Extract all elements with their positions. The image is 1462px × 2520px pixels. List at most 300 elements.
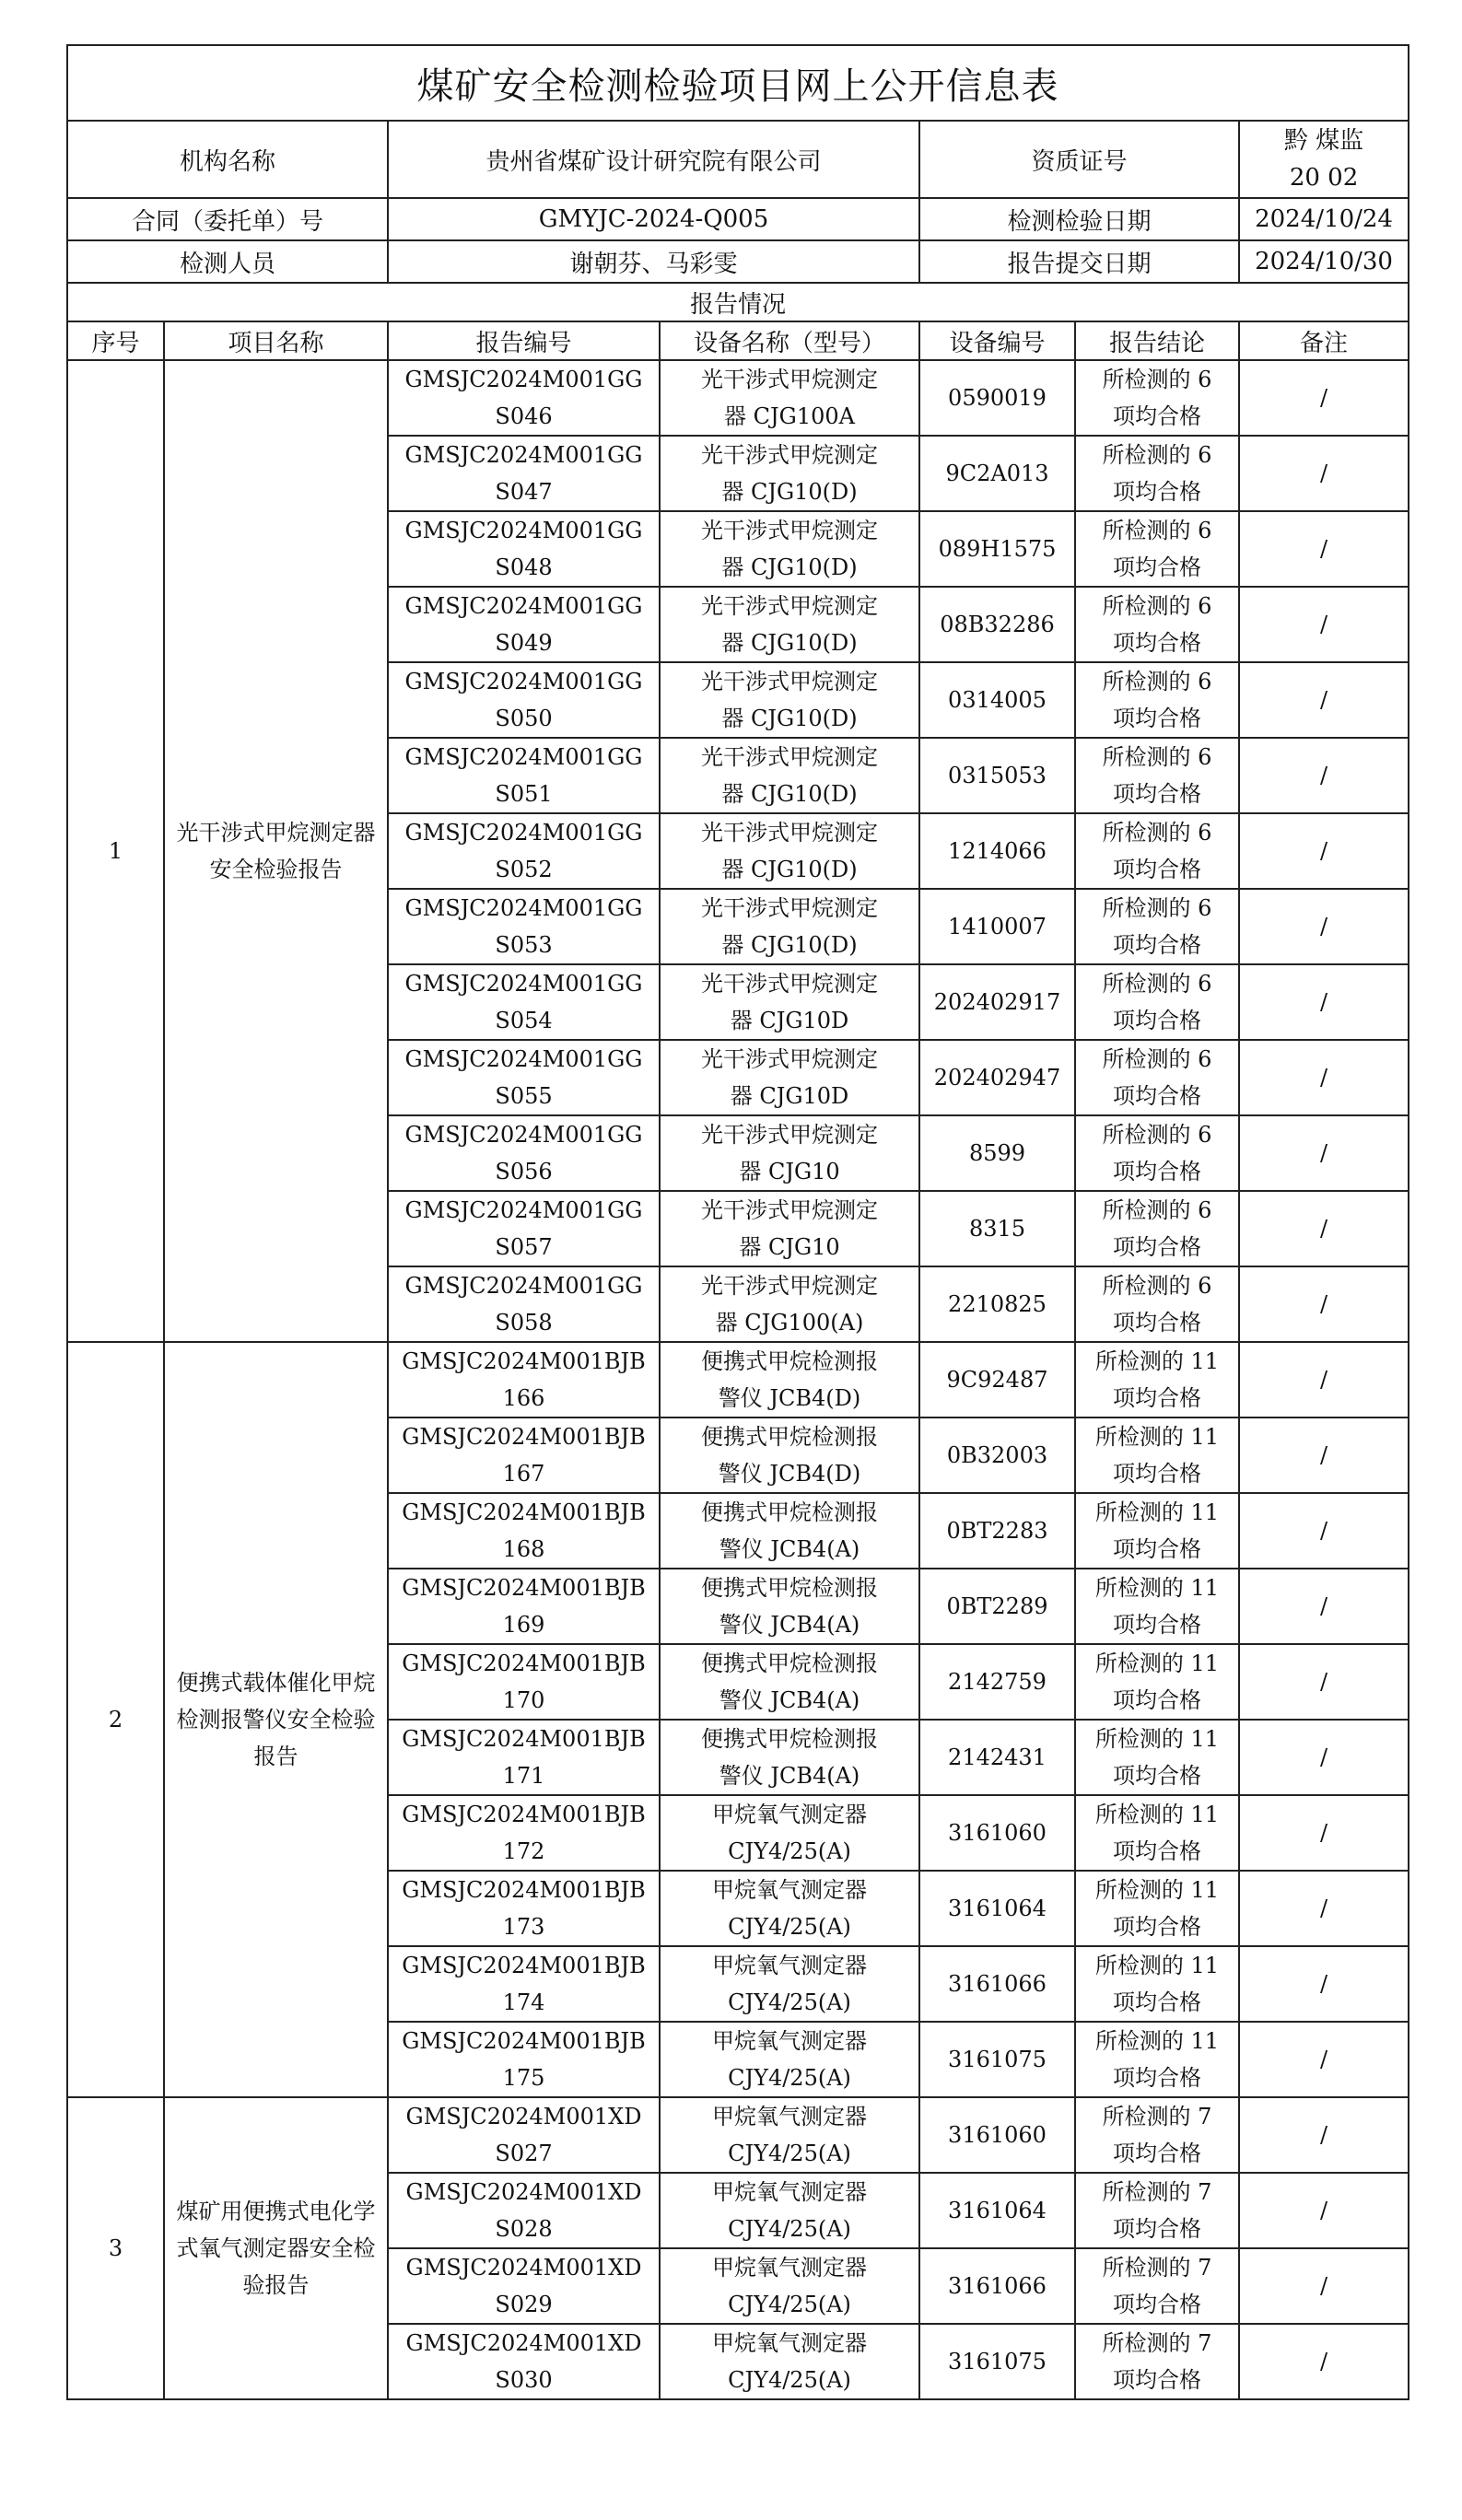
remark-cell: / bbox=[1239, 1569, 1409, 1644]
table-row bbox=[67, 360, 1409, 436]
report-no-cell bbox=[388, 1720, 660, 1795]
report-no-cell bbox=[388, 1266, 660, 1342]
conclusion-cell bbox=[1075, 662, 1239, 738]
device-no-cell: 8599 bbox=[919, 1115, 1075, 1191]
conclusion-cell bbox=[1075, 1418, 1239, 1493]
report-no-cell-line1: GMSJC2024M001GG bbox=[404, 820, 643, 846]
conclusion-cell-line1: 所检测的 11 bbox=[1094, 1726, 1220, 1752]
conclusion-cell-line2: 项均合格 bbox=[1113, 1083, 1201, 1109]
device-name-cell-line2: 警仪 JCB4(A) bbox=[719, 1536, 860, 1562]
report-no-cell bbox=[388, 2022, 660, 2097]
report-no-cell-line2: S049 bbox=[495, 630, 553, 656]
remark-cell: / bbox=[1239, 511, 1409, 587]
device-name-cell-line1: 光干涉式甲烷测定 bbox=[701, 1046, 878, 1072]
conclusion-cell-line1: 所检测的 11 bbox=[1094, 1651, 1220, 1676]
device-name-cell-line2: 警仪 JCB4(D) bbox=[718, 1461, 861, 1487]
report-no-cell-line2: S055 bbox=[495, 1083, 553, 1109]
conclusion-cell-line1: 所检测的 6 bbox=[1102, 593, 1212, 619]
conclusion-cell-line2: 项均合格 bbox=[1113, 2065, 1201, 2091]
remark-cell: / bbox=[1239, 738, 1409, 813]
device-name-cell-line1: 便携式甲烷检测报 bbox=[701, 1726, 878, 1752]
conclusion-cell bbox=[1075, 813, 1239, 889]
conclusion-cell-line2: 项均合格 bbox=[1113, 1838, 1201, 1864]
table-row bbox=[67, 1342, 1409, 1418]
conclusion-cell-line1: 所检测的 11 bbox=[1094, 1499, 1220, 1525]
device-name-cell bbox=[660, 1644, 919, 1720]
report-no-cell-line1: GMSJC2024M001BJB bbox=[402, 1575, 646, 1601]
report-no-cell-line1: GMSJC2024M001BJB bbox=[402, 1348, 646, 1374]
conclusion-cell-line2: 项均合格 bbox=[1113, 1234, 1201, 1260]
device-name-cell-line1: 便携式甲烷检测报 bbox=[701, 1424, 878, 1450]
col-header-report-no: 报告编号 bbox=[388, 321, 660, 360]
device-name-cell-line2: 器 CJG10 bbox=[739, 1159, 840, 1184]
conclusion-cell-line2: 项均合格 bbox=[1113, 932, 1201, 958]
report-no-cell-line1: GMSJC2024M001BJB bbox=[402, 1651, 646, 1676]
device-name-cell bbox=[660, 2022, 919, 2097]
device-name-cell-line1: 光干涉式甲烷测定 bbox=[701, 820, 878, 846]
cert-value-line2: 20 02 bbox=[1289, 164, 1359, 192]
report-no-cell bbox=[388, 1115, 660, 1191]
report-no-cell-line2: S030 bbox=[495, 2367, 553, 2393]
conclusion-cell bbox=[1075, 1946, 1239, 2022]
device-no-cell: 8315 bbox=[919, 1191, 1075, 1266]
conclusion-cell-line1: 所检测的 6 bbox=[1102, 971, 1212, 997]
conclusion-cell bbox=[1075, 360, 1239, 436]
device-no-cell: 3161066 bbox=[919, 1946, 1075, 2022]
device-name-cell-line2: CJY4/25(A) bbox=[728, 2141, 851, 2166]
submit-date-label: 报告提交日期 bbox=[919, 240, 1239, 283]
report-section-title: 报告情况 bbox=[67, 283, 1409, 321]
device-name-cell-line1: 光干涉式甲烷测定 bbox=[701, 1273, 878, 1299]
conclusion-cell bbox=[1075, 1040, 1239, 1115]
remark-cell: / bbox=[1239, 1191, 1409, 1266]
remark-cell: / bbox=[1239, 1040, 1409, 1115]
device-name-cell bbox=[660, 1418, 919, 1493]
report-no-cell-line1: GMSJC2024M001GG bbox=[404, 971, 643, 997]
report-no-cell-line2: S028 bbox=[495, 2216, 553, 2242]
conclusion-cell-line1: 所检测的 11 bbox=[1094, 1575, 1220, 1601]
device-name-cell-line1: 光干涉式甲烷测定 bbox=[701, 1197, 878, 1223]
report-no-cell bbox=[388, 662, 660, 738]
report-no-cell-line1: GMSJC2024M001XD bbox=[405, 2179, 642, 2205]
device-name-cell-line1: 甲烷氧气测定器 bbox=[712, 2255, 867, 2281]
conclusion-cell-line1: 所检测的 7 bbox=[1102, 2255, 1212, 2281]
device-name-cell-line2: 器 CJG10(D) bbox=[721, 630, 858, 656]
device-name-cell bbox=[660, 2248, 919, 2324]
project-name-cell: 便携式载体催化甲烷检测报警仪安全检验报告 bbox=[164, 1342, 388, 2097]
device-name-cell-line1: 便携式甲烷检测报 bbox=[701, 1575, 878, 1601]
conclusion-cell-line1: 所检测的 11 bbox=[1094, 1953, 1220, 1978]
report-no-cell bbox=[388, 889, 660, 964]
remark-cell: / bbox=[1239, 1795, 1409, 1871]
test-date-label: 检测检验日期 bbox=[919, 198, 1239, 240]
report-no-cell-line2: S058 bbox=[495, 1310, 553, 1336]
col-header-seq: 序号 bbox=[67, 321, 164, 360]
report-no-cell bbox=[388, 738, 660, 813]
device-name-cell-line1: 甲烷氧气测定器 bbox=[712, 2330, 867, 2356]
remark-cell: / bbox=[1239, 1644, 1409, 1720]
device-name-cell bbox=[660, 436, 919, 511]
device-name-cell-line2: 器 CJG10(D) bbox=[721, 479, 858, 505]
conclusion-cell-line1: 所检测的 7 bbox=[1102, 2330, 1212, 2356]
report-no-cell bbox=[388, 1946, 660, 2022]
conclusion-cell-line1: 所检测的 11 bbox=[1094, 2028, 1220, 2054]
report-no-cell-line1: GMSJC2024M001XD bbox=[405, 2104, 642, 2129]
conclusion-cell-line1: 所检测的 6 bbox=[1102, 442, 1212, 468]
conclusion-cell-line2: 项均合格 bbox=[1113, 1461, 1201, 1487]
conclusion-cell-line2: 项均合格 bbox=[1113, 554, 1201, 580]
device-no-cell: 089H1575 bbox=[919, 511, 1075, 587]
conclusion-cell-line2: 项均合格 bbox=[1113, 403, 1201, 429]
org-label: 机构名称 bbox=[67, 121, 388, 198]
project-name-cell: 光干涉式甲烷测定器安全检验报告 bbox=[164, 360, 388, 1342]
conclusion-cell-line2: 项均合格 bbox=[1113, 2141, 1201, 2166]
report-no-cell bbox=[388, 1569, 660, 1644]
conclusion-cell-line1: 所检测的 6 bbox=[1102, 367, 1212, 392]
report-no-cell bbox=[388, 2324, 660, 2399]
conclusion-cell-line2: 项均合格 bbox=[1113, 1914, 1201, 1940]
remark-cell: / bbox=[1239, 1871, 1409, 1946]
report-no-cell-line1: GMSJC2024M001BJB bbox=[402, 1802, 646, 1827]
device-no-cell: 2142431 bbox=[919, 1720, 1075, 1795]
conclusion-cell-line2: 项均合格 bbox=[1113, 1989, 1201, 2015]
report-no-cell-line1: GMSJC2024M001BJB bbox=[402, 2028, 646, 2054]
device-name-cell-line2: 器 CJG10(D) bbox=[721, 781, 858, 807]
report-no-cell bbox=[388, 813, 660, 889]
conclusion-cell bbox=[1075, 2097, 1239, 2173]
report-no-cell-line2: S050 bbox=[495, 706, 553, 731]
report-no-cell-line2: S048 bbox=[495, 554, 553, 580]
conclusion-cell-line2: 项均合格 bbox=[1113, 1536, 1201, 1562]
conclusion-cell-line2: 项均合格 bbox=[1113, 1008, 1201, 1033]
report-no-cell-line2: S052 bbox=[495, 857, 553, 882]
device-no-cell: 1410007 bbox=[919, 889, 1075, 964]
report-no-cell-line1: GMSJC2024M001GG bbox=[404, 518, 643, 543]
report-no-cell bbox=[388, 2173, 660, 2248]
col-header-device: 设备名称（型号） bbox=[660, 321, 919, 360]
device-name-cell bbox=[660, 1569, 919, 1644]
device-name-cell bbox=[660, 1266, 919, 1342]
device-name-cell bbox=[660, 1191, 919, 1266]
conclusion-cell bbox=[1075, 964, 1239, 1040]
device-name-cell-line1: 光干涉式甲烷测定 bbox=[701, 971, 878, 997]
report-no-cell-line2: 172 bbox=[502, 1838, 545, 1864]
device-name-cell-line1: 便携式甲烷检测报 bbox=[701, 1651, 878, 1676]
remark-cell: / bbox=[1239, 1115, 1409, 1191]
device-name-cell bbox=[660, 2097, 919, 2173]
remark-cell: / bbox=[1239, 1493, 1409, 1569]
conclusion-cell bbox=[1075, 1191, 1239, 1266]
conclusion-cell-line1: 所检测的 6 bbox=[1102, 820, 1212, 846]
conclusion-cell bbox=[1075, 1493, 1239, 1569]
conclusion-cell-line1: 所检测的 6 bbox=[1102, 895, 1212, 921]
conclusion-cell bbox=[1075, 1569, 1239, 1644]
device-name-cell-line2: CJY4/25(A) bbox=[728, 2065, 851, 2091]
report-no-cell-line1: GMSJC2024M001GG bbox=[404, 895, 643, 921]
remark-cell: / bbox=[1239, 1418, 1409, 1493]
device-name-cell-line1: 光干涉式甲烷测定 bbox=[701, 518, 878, 543]
device-name-cell-line2: 器 CJG100A bbox=[724, 403, 855, 429]
report-no-cell-line1: GMSJC2024M001GG bbox=[404, 367, 643, 392]
device-no-cell: 3161075 bbox=[919, 2324, 1075, 2399]
conclusion-cell bbox=[1075, 1795, 1239, 1871]
col-header-device-no: 设备编号 bbox=[919, 321, 1075, 360]
device-name-cell bbox=[660, 1342, 919, 1418]
remark-cell: / bbox=[1239, 1342, 1409, 1418]
conclusion-cell-line2: 项均合格 bbox=[1113, 1763, 1201, 1789]
conclusion-cell-line2: 项均合格 bbox=[1113, 1612, 1201, 1638]
device-no-cell: 3161075 bbox=[919, 2022, 1075, 2097]
device-name-cell bbox=[660, 1115, 919, 1191]
report-no-cell-line1: GMSJC2024M001BJB bbox=[402, 1726, 646, 1752]
remark-cell: / bbox=[1239, 662, 1409, 738]
conclusion-cell bbox=[1075, 2248, 1239, 2324]
conclusion-cell bbox=[1075, 738, 1239, 813]
staff-label: 检测人员 bbox=[67, 240, 388, 283]
remark-cell: / bbox=[1239, 889, 1409, 964]
conclusion-cell-line1: 所检测的 6 bbox=[1102, 518, 1212, 543]
seq-cell: 1 bbox=[67, 360, 164, 1342]
device-name-cell-line1: 便携式甲烷检测报 bbox=[701, 1348, 878, 1374]
device-no-cell: 3161060 bbox=[919, 1795, 1075, 1871]
device-name-cell-line2: 器 CJG100(A) bbox=[715, 1310, 864, 1336]
conclusion-cell bbox=[1075, 587, 1239, 662]
conclusion-cell-line2: 项均合格 bbox=[1113, 1310, 1201, 1336]
report-no-cell-line2: S029 bbox=[495, 2292, 553, 2317]
remark-cell: / bbox=[1239, 2248, 1409, 2324]
device-name-cell-line2: 器 CJG10(D) bbox=[721, 554, 858, 580]
info-sheet bbox=[66, 44, 1409, 2400]
report-no-cell-line2: S057 bbox=[495, 1234, 553, 1260]
col-header-project: 项目名称 bbox=[164, 321, 388, 360]
conclusion-cell-line2: 项均合格 bbox=[1113, 1159, 1201, 1184]
device-no-cell: 0315053 bbox=[919, 738, 1075, 813]
device-name-cell bbox=[660, 587, 919, 662]
device-name-cell bbox=[660, 1040, 919, 1115]
device-name-cell-line1: 光干涉式甲烷测定 bbox=[701, 744, 878, 770]
conclusion-cell bbox=[1075, 2022, 1239, 2097]
cert-value bbox=[1239, 121, 1409, 198]
report-no-cell bbox=[388, 1040, 660, 1115]
report-no-cell-line1: GMSJC2024M001BJB bbox=[402, 1877, 646, 1903]
staff-value: 谢朝芬、马彩雯 bbox=[388, 240, 919, 283]
device-no-cell: 0314005 bbox=[919, 662, 1075, 738]
report-no-cell-line2: 166 bbox=[502, 1385, 545, 1411]
conclusion-cell bbox=[1075, 1871, 1239, 1946]
device-name-cell-line2: 器 CJG10D bbox=[730, 1008, 849, 1033]
device-name-cell bbox=[660, 964, 919, 1040]
conclusion-cell-line2: 项均合格 bbox=[1113, 2216, 1201, 2242]
report-no-cell bbox=[388, 436, 660, 511]
device-name-cell-line1: 便携式甲烷检测报 bbox=[701, 1499, 878, 1525]
report-no-cell bbox=[388, 1493, 660, 1569]
device-name-cell-line2: 器 CJG10(D) bbox=[721, 857, 858, 882]
device-no-cell: 3161066 bbox=[919, 2248, 1075, 2324]
conclusion-cell-line1: 所检测的 6 bbox=[1102, 1122, 1212, 1148]
device-no-cell: 0B32003 bbox=[919, 1418, 1075, 1493]
conclusion-cell-line2: 项均合格 bbox=[1113, 479, 1201, 505]
page-title: 煤矿安全检测检验项目网上公开信息表 bbox=[67, 45, 1409, 121]
report-no-cell-line2: S053 bbox=[495, 932, 553, 958]
report-no-cell bbox=[388, 360, 660, 436]
conclusion-cell-line2: 项均合格 bbox=[1113, 2367, 1201, 2393]
device-name-cell-line2: 警仪 JCB4(D) bbox=[718, 1385, 861, 1411]
device-name-cell-line2: 器 CJG10 bbox=[739, 1234, 840, 1260]
report-no-cell-line1: GMSJC2024M001BJB bbox=[402, 1424, 646, 1450]
remark-cell: / bbox=[1239, 1266, 1409, 1342]
device-name-cell-line2: 器 CJG10D bbox=[730, 1083, 849, 1109]
conclusion-cell-line1: 所检测的 6 bbox=[1102, 1273, 1212, 1299]
conclusion-cell-line2: 项均合格 bbox=[1113, 781, 1201, 807]
report-no-cell-line1: GMSJC2024M001GG bbox=[404, 593, 643, 619]
report-no-cell-line1: GMSJC2024M001XD bbox=[405, 2330, 642, 2356]
conclusion-cell bbox=[1075, 1115, 1239, 1191]
device-name-cell bbox=[660, 1871, 919, 1946]
remark-cell: / bbox=[1239, 360, 1409, 436]
device-name-cell bbox=[660, 2173, 919, 2248]
col-header-conclusion: 报告结论 bbox=[1075, 321, 1239, 360]
report-no-cell-line2: 173 bbox=[502, 1914, 545, 1940]
device-name-cell-line2: 器 CJG10(D) bbox=[721, 932, 858, 958]
device-name-cell-line2: 警仪 JCB4(A) bbox=[719, 1612, 860, 1638]
conclusion-cell bbox=[1075, 2173, 1239, 2248]
report-no-cell bbox=[388, 2097, 660, 2173]
remark-cell: / bbox=[1239, 2022, 1409, 2097]
report-no-cell-line2: 175 bbox=[502, 2065, 545, 2091]
device-name-cell-line2: CJY4/25(A) bbox=[728, 2292, 851, 2317]
device-name-cell-line2: CJY4/25(A) bbox=[728, 2367, 851, 2393]
report-no-cell bbox=[388, 964, 660, 1040]
conclusion-cell bbox=[1075, 1720, 1239, 1795]
remark-cell: / bbox=[1239, 964, 1409, 1040]
remark-cell: / bbox=[1239, 1946, 1409, 2022]
conclusion-cell bbox=[1075, 1266, 1239, 1342]
remark-cell: / bbox=[1239, 436, 1409, 511]
table-row bbox=[67, 2097, 1409, 2173]
device-name-cell-line1: 光干涉式甲烷测定 bbox=[701, 669, 878, 694]
remark-cell: / bbox=[1239, 2173, 1409, 2248]
device-name-cell bbox=[660, 1946, 919, 2022]
device-name-cell bbox=[660, 511, 919, 587]
report-no-cell-line1: GMSJC2024M001GG bbox=[404, 442, 643, 468]
conclusion-cell-line1: 所检测的 6 bbox=[1102, 744, 1212, 770]
report-no-cell bbox=[388, 1871, 660, 1946]
report-no-cell-line2: S051 bbox=[495, 781, 553, 807]
report-no-cell bbox=[388, 587, 660, 662]
device-name-cell bbox=[660, 360, 919, 436]
device-no-cell: 3161064 bbox=[919, 2173, 1075, 2248]
conclusion-cell bbox=[1075, 1644, 1239, 1720]
report-no-cell-line2: 174 bbox=[502, 1989, 545, 2015]
device-name-cell-line1: 光干涉式甲烷测定 bbox=[701, 367, 878, 392]
report-no-cell-line2: S047 bbox=[495, 479, 553, 505]
conclusion-cell-line2: 项均合格 bbox=[1113, 857, 1201, 882]
device-no-cell: 9C92487 bbox=[919, 1342, 1075, 1418]
conclusion-cell bbox=[1075, 2324, 1239, 2399]
conclusion-cell-line2: 项均合格 bbox=[1113, 706, 1201, 731]
conclusion-cell-line1: 所检测的 7 bbox=[1102, 2104, 1212, 2129]
cert-value-line1: 黔 煤监 bbox=[1283, 127, 1364, 155]
conclusion-cell bbox=[1075, 1342, 1239, 1418]
conclusion-cell bbox=[1075, 889, 1239, 964]
report-no-cell-line1: GMSJC2024M001BJB bbox=[402, 1499, 646, 1525]
report-no-cell-line1: GMSJC2024M001XD bbox=[405, 2255, 642, 2281]
conclusion-cell-line1: 所检测的 11 bbox=[1094, 1348, 1220, 1374]
report-no-cell-line1: GMSJC2024M001GG bbox=[404, 669, 643, 694]
test-date-value: 2024/10/24 bbox=[1239, 198, 1409, 240]
report-no-cell bbox=[388, 1191, 660, 1266]
device-name-cell-line1: 甲烷氧气测定器 bbox=[712, 2179, 867, 2205]
device-name-cell-line2: 警仪 JCB4(A) bbox=[719, 1687, 860, 1713]
conclusion-cell-line1: 所检测的 7 bbox=[1102, 2179, 1212, 2205]
device-no-cell: 202402947 bbox=[919, 1040, 1075, 1115]
device-name-cell bbox=[660, 1493, 919, 1569]
device-name-cell bbox=[660, 738, 919, 813]
report-no-cell-line2: 171 bbox=[502, 1763, 545, 1789]
report-no-cell-line2: S056 bbox=[495, 1159, 553, 1184]
report-no-cell bbox=[388, 1342, 660, 1418]
report-no-cell-line1: GMSJC2024M001GG bbox=[404, 1046, 643, 1072]
device-name-cell-line1: 甲烷氧气测定器 bbox=[712, 2104, 867, 2129]
remark-cell: / bbox=[1239, 2097, 1409, 2173]
conclusion-cell-line1: 所检测的 11 bbox=[1094, 1877, 1220, 1903]
report-no-cell-line1: GMSJC2024M001BJB bbox=[402, 1953, 646, 1978]
col-header-remark: 备注 bbox=[1239, 321, 1409, 360]
device-no-cell: 2142759 bbox=[919, 1644, 1075, 1720]
conclusion-cell bbox=[1075, 436, 1239, 511]
device-name-cell bbox=[660, 813, 919, 889]
device-name-cell-line1: 甲烷氧气测定器 bbox=[712, 2028, 867, 2054]
conclusion-cell-line1: 所检测的 6 bbox=[1102, 1197, 1212, 1223]
device-name-cell bbox=[660, 889, 919, 964]
device-no-cell: 9C2A013 bbox=[919, 436, 1075, 511]
seq-cell: 3 bbox=[67, 2097, 164, 2399]
conclusion-cell-line2: 项均合格 bbox=[1113, 630, 1201, 656]
device-name-cell-line2: CJY4/25(A) bbox=[728, 1838, 851, 1864]
conclusion-cell-line2: 项均合格 bbox=[1113, 1385, 1201, 1411]
seq-cell: 2 bbox=[67, 1342, 164, 2097]
report-no-cell-line1: GMSJC2024M001GG bbox=[404, 1197, 643, 1223]
device-no-cell: 0590019 bbox=[919, 360, 1075, 436]
device-no-cell: 0BT2283 bbox=[919, 1493, 1075, 1569]
conclusion-cell-line1: 所检测的 11 bbox=[1094, 1802, 1220, 1827]
conclusion-cell-line1: 所检测的 11 bbox=[1094, 1424, 1220, 1450]
device-name-cell-line1: 光干涉式甲烷测定 bbox=[701, 593, 878, 619]
org-value: 贵州省煤矿设计研究院有限公司 bbox=[388, 121, 919, 198]
contract-label: 合同（委托单）号 bbox=[67, 198, 388, 240]
conclusion-cell-line2: 项均合格 bbox=[1113, 2292, 1201, 2317]
device-name-cell-line2: CJY4/25(A) bbox=[728, 2216, 851, 2242]
report-no-cell bbox=[388, 1418, 660, 1493]
report-no-cell-line2: 170 bbox=[502, 1687, 545, 1713]
submit-date-value: 2024/10/30 bbox=[1239, 240, 1409, 283]
project-name-cell: 煤矿用便携式电化学式氧气测定器安全检验报告 bbox=[164, 2097, 388, 2399]
device-name-cell bbox=[660, 1720, 919, 1795]
device-name-cell bbox=[660, 1795, 919, 1871]
report-no-cell-line2: S027 bbox=[495, 2141, 553, 2166]
report-no-cell-line2: 167 bbox=[502, 1461, 545, 1487]
device-no-cell: 202402917 bbox=[919, 964, 1075, 1040]
device-no-cell: 3161060 bbox=[919, 2097, 1075, 2173]
report-no-cell bbox=[388, 1644, 660, 1720]
remark-cell: / bbox=[1239, 2324, 1409, 2399]
conclusion-cell-line2: 项均合格 bbox=[1113, 1687, 1201, 1713]
report-no-cell bbox=[388, 511, 660, 587]
remark-cell: / bbox=[1239, 1720, 1409, 1795]
report-no-cell-line1: GMSJC2024M001GG bbox=[404, 1122, 643, 1148]
device-no-cell: 1214066 bbox=[919, 813, 1075, 889]
device-no-cell: 08B32286 bbox=[919, 587, 1075, 662]
